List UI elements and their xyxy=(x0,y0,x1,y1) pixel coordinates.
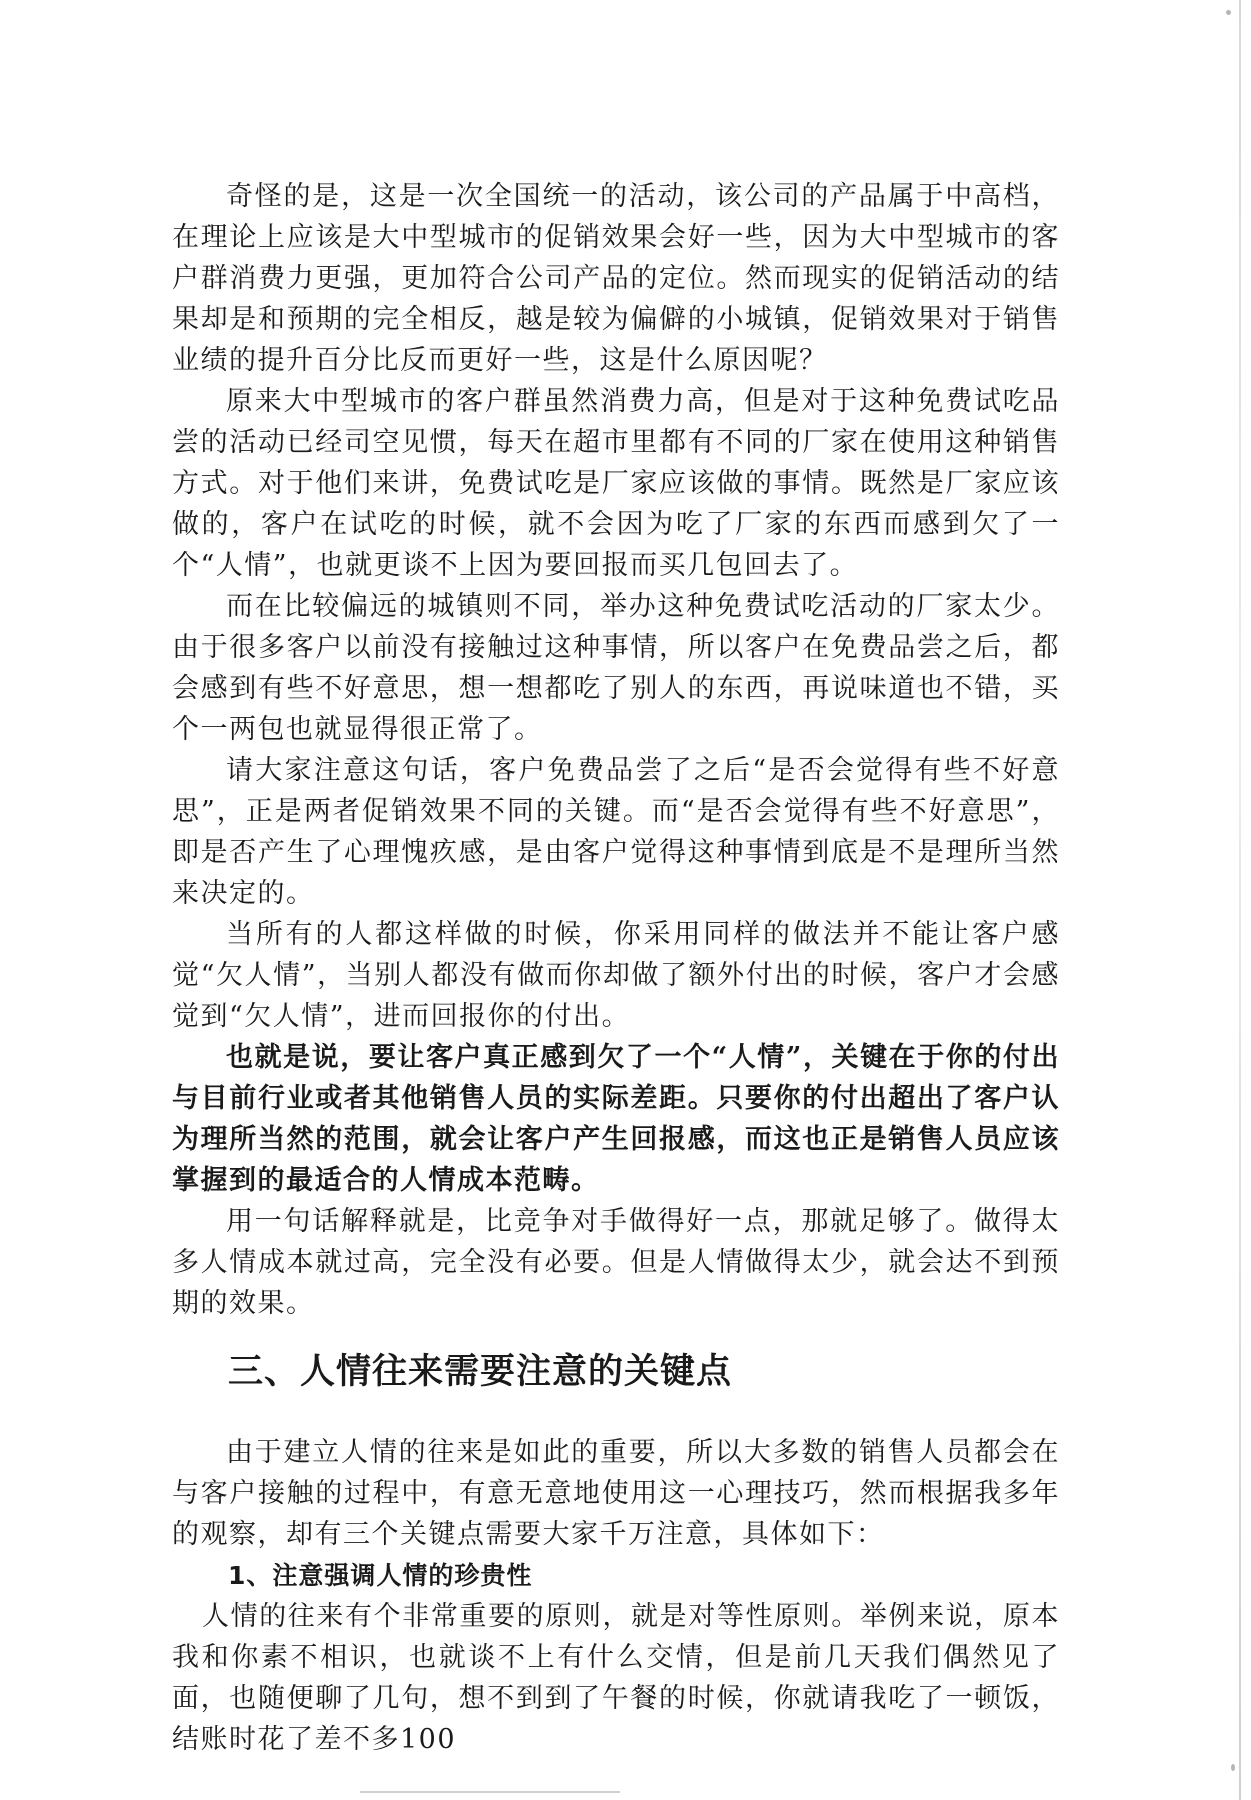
paragraph-bold-conclusion: 也就是说，要让客户真正感到欠了一个“人情”，关键在于你的付出与目前行业或者其他销售人员的实际差距。只要你的付出超出了客户认为理所当然的范围，就会让客户产生回报感，而这也正是销售人员应该掌握到的最适合的人情成本范畴。 xyxy=(172,1042,1060,1196)
paragraph-section-intro: 由于建立人情的往来是如此的重要，所以大多数的销售人员都会在与客户接触的过程中，有意无意地使用这一心理技巧，然而根据我多年的观察，却有三个关键点需要大家千万注意，具体如下： xyxy=(172,1437,1060,1550)
scan-speck xyxy=(1226,10,1231,15)
paragraph-owe-favor: 当所有的人都这样做的时候，你采用同样的做法并不能让客户感觉“欠人情”，当别人都没有做而你却做了额外付出的时候，客户才会感觉到“欠人情”，进而回报你的付出。 xyxy=(172,919,1060,1032)
paragraph-strange-result: 奇怪的是，这是一次全国统一的活动，该公司的产品属于中高档，在理论上应该是大中型城市的促销效果会好一些，因为大中型城市的客户群消费力更强，更加符合公司产品的定位。然而现实的促销活动的结果却是和预期的完全相反，越是较为偏僻的小城镇，促销效果对于销售业绩的提升百分比反而更好一些，这是什么原因呢？ xyxy=(172,181,1060,376)
section-heading: 三、人情往来需要注意的关键点 xyxy=(228,1352,733,1392)
page-edge-shadow xyxy=(1239,0,1241,1800)
subheading-value-of-favor: 1、注意强调人情的珍贵性 xyxy=(228,1561,533,1590)
scan-bottom-mark xyxy=(360,1791,620,1793)
paragraph-big-city-customers: 原来大中型城市的客户群虽然消费力高，但是对于这种免费试吃品尝的活动已经司空见惯，每天在超市里都有不同的厂家在使用这种销售方式。对于他们来讲，免费试吃是厂家应该做的事情。既然是厂家应该做的，客户在试吃的时候，就不会因为吃了厂家的东西而感到欠了一个“人情”，也就更谈不上因为要回报而买几包回去了。 xyxy=(172,386,1060,581)
paragraph-key-sentence: 请大家注意这句话，客户免费品尝了之后“是否会觉得有些不好意思”，正是两者促销效果不同的关键。而“是否会觉得有些不好意思”，即是否产生了心理愧疚感，是由客户觉得这种事情到底是不是理所当然来决定的。 xyxy=(172,755,1060,909)
document-body xyxy=(172,176,1060,1760)
paragraph-remote-towns: 而在比较偏远的城镇则不同，举办这种免费试吃活动的厂家太少。由于很多客户以前没有接触过这种事情，所以客户在免费品尝之后，都会感到有些不好意思，想一想都吃了别人的东西，再说味道也不错，买个一两包也就显得很正常了。 xyxy=(172,591,1060,745)
paragraph-summary: 用一句话解释就是，比竞争对手做得好一点，那就足够了。做得太多人情成本就过高，完全没有必要。但是人情做得太少，就会达不到预期的效果。 xyxy=(172,1206,1060,1319)
scan-speck xyxy=(1231,1764,1235,1771)
paragraph-reciprocity-principle: 人情的往来有个非常重要的原则，就是对等性原则。举例来说，原本我和你素不相识，也就谈不上有什么交情，但是前几天我们偶然见了面，也随便聊了几句，想不到到了午餐的时候，你就请我吃了一顿饭，结账时花了差不多100 xyxy=(172,1601,1060,1755)
